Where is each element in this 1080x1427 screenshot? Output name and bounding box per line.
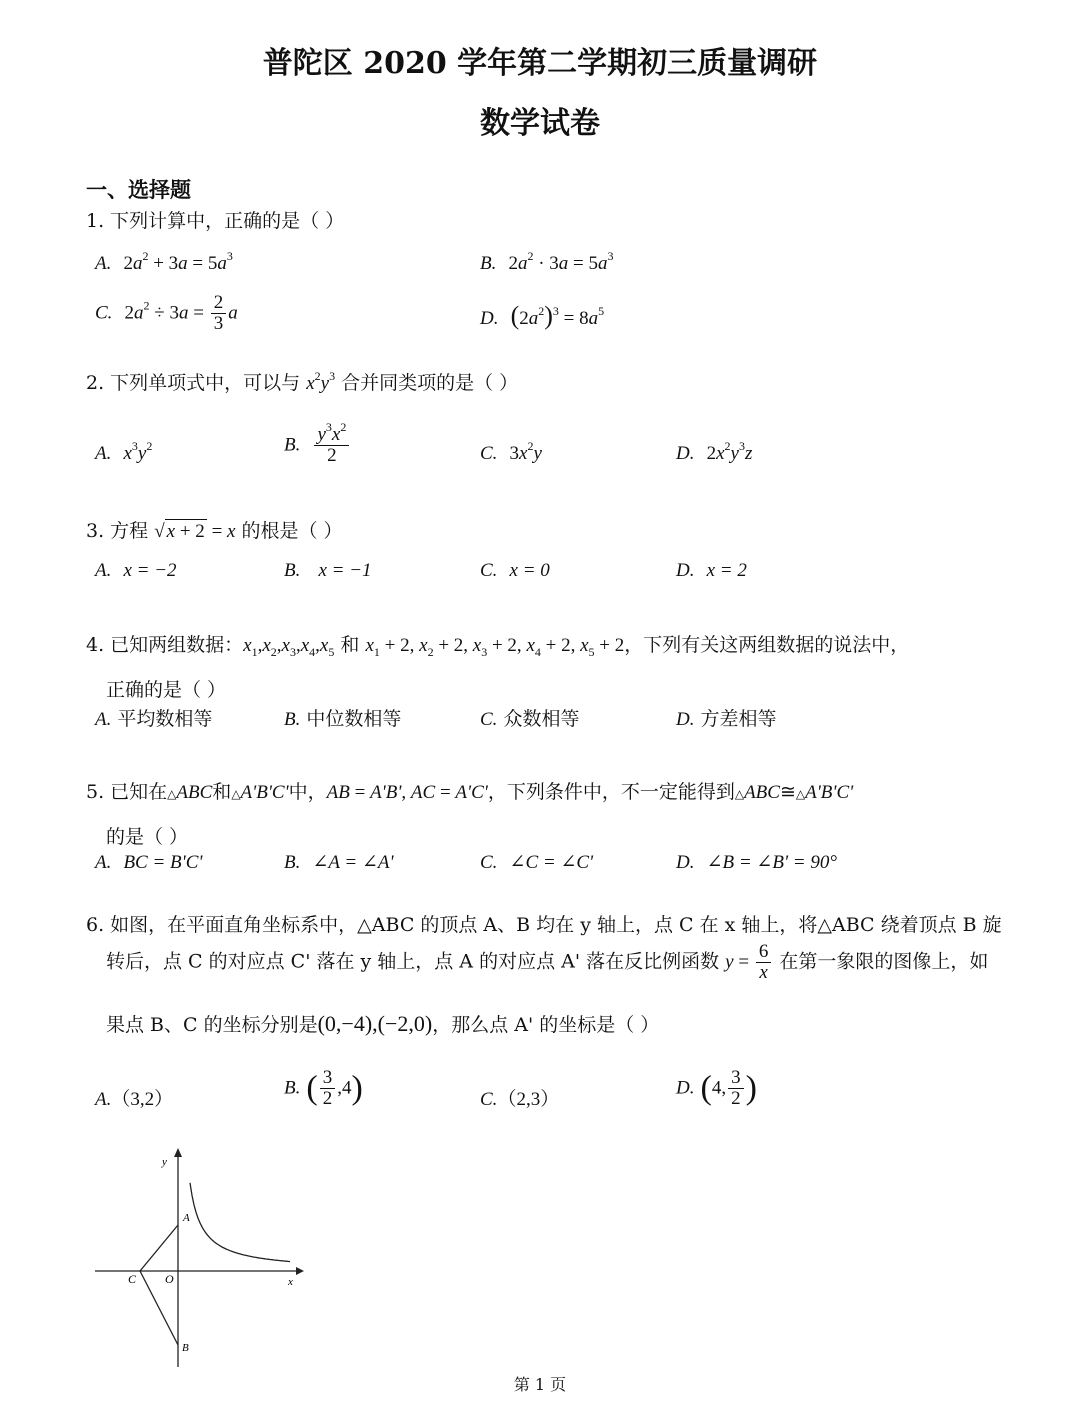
q2-option-a: A. $x^3y^2$ bbox=[95, 439, 153, 464]
q5-stem: 5. 已知在△ABC和△A'B'C'中，AB = A'B', AC = A'C'，下列条件中，不一定能得到△ABC≅△A'B'C' bbox=[86, 781, 854, 803]
q4-option-a: A. 平均数相等 bbox=[95, 708, 213, 730]
q2-option-b: B. $\frac{y^3x^2}{2}$ bbox=[284, 425, 351, 466]
q2-option-d: D. $2x^2y^3z$ bbox=[676, 439, 753, 464]
q2-option-c: C. $3x^2y$ bbox=[480, 439, 542, 464]
q4-option-d: D. 方差相等 bbox=[676, 708, 777, 730]
point-c-label: C bbox=[128, 1272, 137, 1286]
page-number: 第 1 页 bbox=[513, 1375, 567, 1394]
q6-option-b: B. ( $\frac{3}{2}$ ,4) bbox=[284, 1067, 363, 1109]
q5-option-b: B. ∠A = ∠A' bbox=[284, 852, 394, 873]
q4-stem: 4. 已知两组数据：$x_1,x_2,x_3,x_4,x_5$ 和 $x_1 + 2$, $x_2 + 2$, $x_3 + 2$, $x_4 + 2$, $x_5 + 2$，下列有关这两组数据的说法中， bbox=[86, 634, 910, 659]
page-title: 普陀区 2020 学年第二学期初三质量调研 bbox=[262, 46, 818, 81]
q3-stem: 3. 方程 √ x + 2 = x 的根是（ ） bbox=[86, 520, 343, 542]
point-a-label: A bbox=[183, 1212, 190, 1224]
q5-option-a: A. BC = B'C' bbox=[95, 852, 203, 873]
q6-stem-line1: 6. 如图，在平面直角坐标系中，△ABC 的顶点 A、B 均在 y 轴上，点 C 在 x 轴上，将△ABC 绕着顶点 B 旋 bbox=[86, 914, 1002, 936]
q1-option-c: C. $2a^2 \div 3a$ = $\frac{2}{3}$ a bbox=[95, 292, 238, 334]
q5-stem-line2: 的是（ ） bbox=[106, 826, 189, 848]
segment-ca bbox=[140, 1225, 178, 1271]
q5-option-d: D. ∠B = ∠B' = 90° bbox=[676, 852, 837, 873]
origin-label: O bbox=[165, 1272, 174, 1286]
q4-stem-line2: 正确的是（ ） bbox=[106, 679, 227, 701]
q6-option-a: A.（3,2） bbox=[95, 1089, 174, 1110]
q4-option-c: C. 众数相等 bbox=[480, 708, 580, 730]
q3-option-b: B. x = −1 bbox=[284, 560, 372, 581]
point-b-label: B bbox=[182, 1342, 189, 1354]
q3-option-a: A. x = −2 bbox=[95, 560, 177, 581]
section-title: 一、选择题 bbox=[86, 177, 191, 202]
page-subtitle: 数学试卷 bbox=[480, 106, 600, 141]
x-axis-label: x bbox=[288, 1276, 293, 1288]
q6-option-c: C.（2,3） bbox=[480, 1089, 560, 1110]
hyperbola-curve bbox=[190, 1183, 290, 1262]
q5-option-c: C. ∠C = ∠C' bbox=[480, 852, 594, 873]
q3-option-c: C. x = 0 bbox=[480, 560, 550, 581]
q6-stem-line3: 果点 B、C 的坐标分别是(0,−4),(−2,0)，那么点 A' 的坐标是（ ） bbox=[106, 1011, 660, 1036]
q2-stem: 2. 下列单项式中，可以与 $x^2y^3$ 合并同类项的是（ ） bbox=[86, 369, 519, 394]
q1-stem: 1. 下列计算中，正确的是（ ） bbox=[86, 210, 345, 232]
y-axis-label: y bbox=[162, 1156, 167, 1168]
y-axis-arrow bbox=[174, 1148, 182, 1157]
q6-option-d: D. (4, $\frac{3}{2}$ ) bbox=[676, 1067, 757, 1109]
q1-option-b: B. $2a^2 \cdot 3a = 5a^3$ bbox=[480, 249, 614, 274]
q6-figure bbox=[90, 1145, 315, 1375]
q3-option-d: D. x = 2 bbox=[676, 560, 747, 581]
x-axis-arrow bbox=[296, 1267, 304, 1275]
q6-stem-line2: 转后，点 C 的对应点 C' 落在 y 轴上，点 A 的对应点 A' 落在反比例函数 y = $\frac{6}{x}$ 在第一象限的图像上，如 bbox=[106, 941, 989, 983]
q1-option-a: A. $2a^2 + 3a = 5a^3$ bbox=[95, 249, 233, 274]
q1-option-d: D. $(2a^2)^3 = 8a^5$ bbox=[480, 301, 605, 330]
q4-option-b: B. 中位数相等 bbox=[284, 708, 402, 730]
